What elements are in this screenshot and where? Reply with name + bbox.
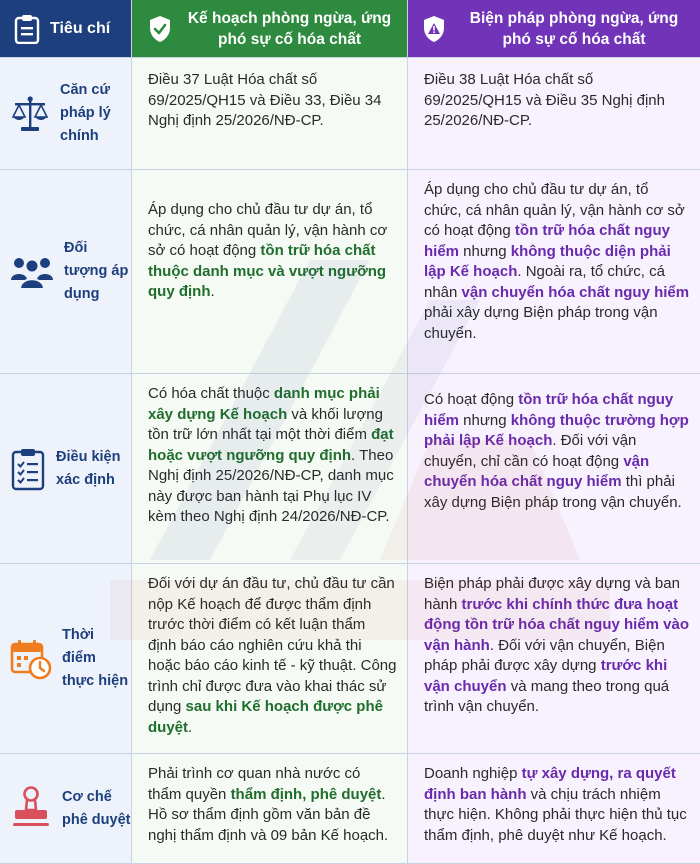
- body-text: . Hồ sơ thẩm định gồm văn bản đề nghị thẩm định và 09 bản Kế hoạch.: [148, 785, 389, 844]
- body-text: và chịu trách nhiệm thực hiện. Không phải thực hiện thủ tục thẩm định, phê duyệt như Kế hoạch.: [424, 785, 687, 844]
- body-text: nhưng: [459, 411, 511, 429]
- emphasis-text: thẩm định, phê duyệt: [230, 785, 382, 803]
- people-icon: [10, 254, 54, 290]
- body-text: . Đối với vận chuyển, Biện pháp phải được xây dựng: [424, 636, 665, 674]
- body-text: phải xây dựng Biện pháp trong vận chuyển.: [424, 304, 658, 342]
- body-text: Điều 37 Luật Hóa chất số 69/2025/QH15 và Điều 33, Điều 34 Nghị định 25/2026/NĐ-CP.: [148, 71, 382, 129]
- plan-cell-conditions: [132, 374, 408, 564]
- measure-text-timing: [424, 574, 690, 718]
- header-measure-label: Biện pháp phòng ngừa, ứng phó sự cố hóa chất: [469, 9, 679, 48]
- plan-text-subjects: [148, 200, 397, 303]
- body-text: nhưng: [459, 242, 511, 260]
- scales-icon: [10, 95, 50, 133]
- body-text: Áp dụng cho chủ đầu tư dự án, tổ chức, cá nhân quản lý, vận hành cơ sở có hoạt động: [424, 181, 685, 239]
- criteria-cell-conditions: [0, 374, 132, 564]
- header-criteria: [0, 0, 132, 58]
- plan-text-legal-basis: [148, 70, 397, 132]
- shield-warning-icon: [422, 15, 446, 43]
- body-text: và mang theo trong quá trình vận chuyển.: [424, 677, 670, 715]
- body-text: Biện pháp phải được xây dựng và ban hành: [424, 575, 680, 613]
- measure-cell-conditions: [408, 374, 700, 564]
- measure-text-conditions: [424, 390, 690, 513]
- body-text: . Đối với vận chuyển, chỉ cần có hoạt động: [424, 432, 637, 470]
- plan-cell-timing: [132, 564, 408, 754]
- measure-cell-subjects: [408, 170, 700, 374]
- emphasis-text: tồn trữ hóa chất thuộc danh mục và vượt ngưỡng quy định: [148, 242, 387, 300]
- body-text: và khối lượng tồn trữ lớn nhất tại một thời điểm: [148, 405, 383, 443]
- body-text: . Ngoài ra, tổ chức, cá nhân: [424, 263, 665, 301]
- emphasis-text: trước khi chính thức đưa hoạt động tồn trữ hóa chất nguy hiểm vào vận hành: [424, 595, 690, 654]
- plan-text-timing: [148, 574, 397, 738]
- criteria-cell-subjects: [0, 170, 132, 374]
- emphasis-text: vận chuyển hóa chất nguy hiểm: [461, 283, 690, 301]
- body-text: Có hóa chất thuộc: [148, 385, 274, 402]
- emphasis-text: danh mục phải xây dựng Kế hoạch: [148, 385, 380, 423]
- criteria-cell-approval: [0, 754, 132, 864]
- plan-cell-legal-basis: [132, 58, 408, 170]
- emphasis-text: đạt hoặc vượt ngưỡng quy định: [148, 426, 394, 464]
- plan-cell-approval: [132, 754, 408, 864]
- body-text: thì phải xây dựng Biện pháp trong vận chuyển.: [424, 473, 682, 511]
- header-criteria-label: Tiêu chí: [50, 20, 111, 37]
- measure-text-legal-basis: [424, 70, 690, 132]
- calendar-clock-icon: [10, 638, 52, 680]
- body-text: Áp dụng cho chủ đầu tư dự án, tổ chức, cá nhân quản lý, vận hành cơ sở có hoạt động: [148, 201, 388, 259]
- body-text: . Theo Nghị định 25/2026/NĐ-CP, danh mục này được ban hành tại Phụ lục IV kèm theo Nghị định 24/2026/NĐ-CP.: [148, 446, 394, 525]
- emphasis-text: tồn trữ hóa chất nguy hiểm: [424, 222, 670, 260]
- emphasis-text: tự xây dựng, ra quyết định ban hành: [424, 765, 676, 803]
- body-text: .: [210, 283, 215, 300]
- checklist-icon: [10, 447, 46, 491]
- criteria-label-subjects: Đối tượng áp dụng: [64, 240, 129, 302]
- stamp-icon: [10, 786, 52, 832]
- shield-check-icon: [148, 15, 172, 43]
- emphasis-text: sau khi Kế hoạch được phê duyệt: [148, 698, 383, 736]
- criteria-label-approval: Cơ chế phê duyệt: [62, 788, 131, 828]
- criteria-cell-legal-basis: [0, 58, 132, 170]
- emphasis-text: không thuộc diện phải lập Kế hoạch: [424, 242, 671, 280]
- measure-cell-timing: [408, 564, 700, 754]
- measure-text-approval: [424, 764, 690, 846]
- plan-text-approval: [148, 764, 397, 846]
- measure-text-subjects: [424, 180, 690, 344]
- plan-text-conditions: [148, 384, 397, 528]
- body-text: Phải trình cơ quan nhà nước có thẩm quyền: [148, 765, 361, 803]
- emphasis-text: không thuộc trường hợp phải lập Kế hoạch: [424, 411, 689, 449]
- emphasis-text: trước khi vận chuyển: [424, 657, 668, 695]
- body-text: .: [188, 718, 193, 736]
- measure-cell-approval: [408, 754, 700, 864]
- criteria-cell-timing: [0, 564, 132, 754]
- body-text: Có hoạt động: [424, 391, 519, 408]
- plan-cell-subjects: [132, 170, 408, 374]
- clipboard-icon: [14, 14, 40, 44]
- criteria-label-legal-basis: Căn cứ pháp lý chính: [60, 82, 111, 144]
- criteria-label-conditions: Điều kiện xác định: [56, 448, 121, 488]
- measure-cell-legal-basis: [408, 58, 700, 170]
- header-measure: [408, 0, 700, 58]
- body-text: Điều 38 Luật Hóa chất số 69/2025/QH15 và Điều 35 Nghị định 25/2026/NĐ-CP.: [424, 71, 665, 129]
- body-text: Doanh nghiệp: [424, 765, 522, 782]
- header-plan-label: Kế hoạch phòng ngừa, ứng phó sự cố hóa chất: [187, 9, 392, 48]
- emphasis-text: tồn trữ hóa chất nguy hiểm: [424, 391, 674, 429]
- emphasis-text: vận chuyển hóa chất nguy hiểm: [424, 452, 650, 490]
- header-plan: [132, 0, 408, 58]
- body-text: Đối với dự án đầu tư, chủ đầu tư cần nộp Kế hoạch để được thẩm định trước thời điểm có kết luận thẩm định báo cáo nghiên cứu khả thi hoặc báo cáo kinh tế - kỹ thuật. Công trình chỉ được đưa vào khai thác sử dụng: [148, 575, 397, 715]
- criteria-label-timing: Thời điểm thực hiện: [62, 627, 129, 689]
